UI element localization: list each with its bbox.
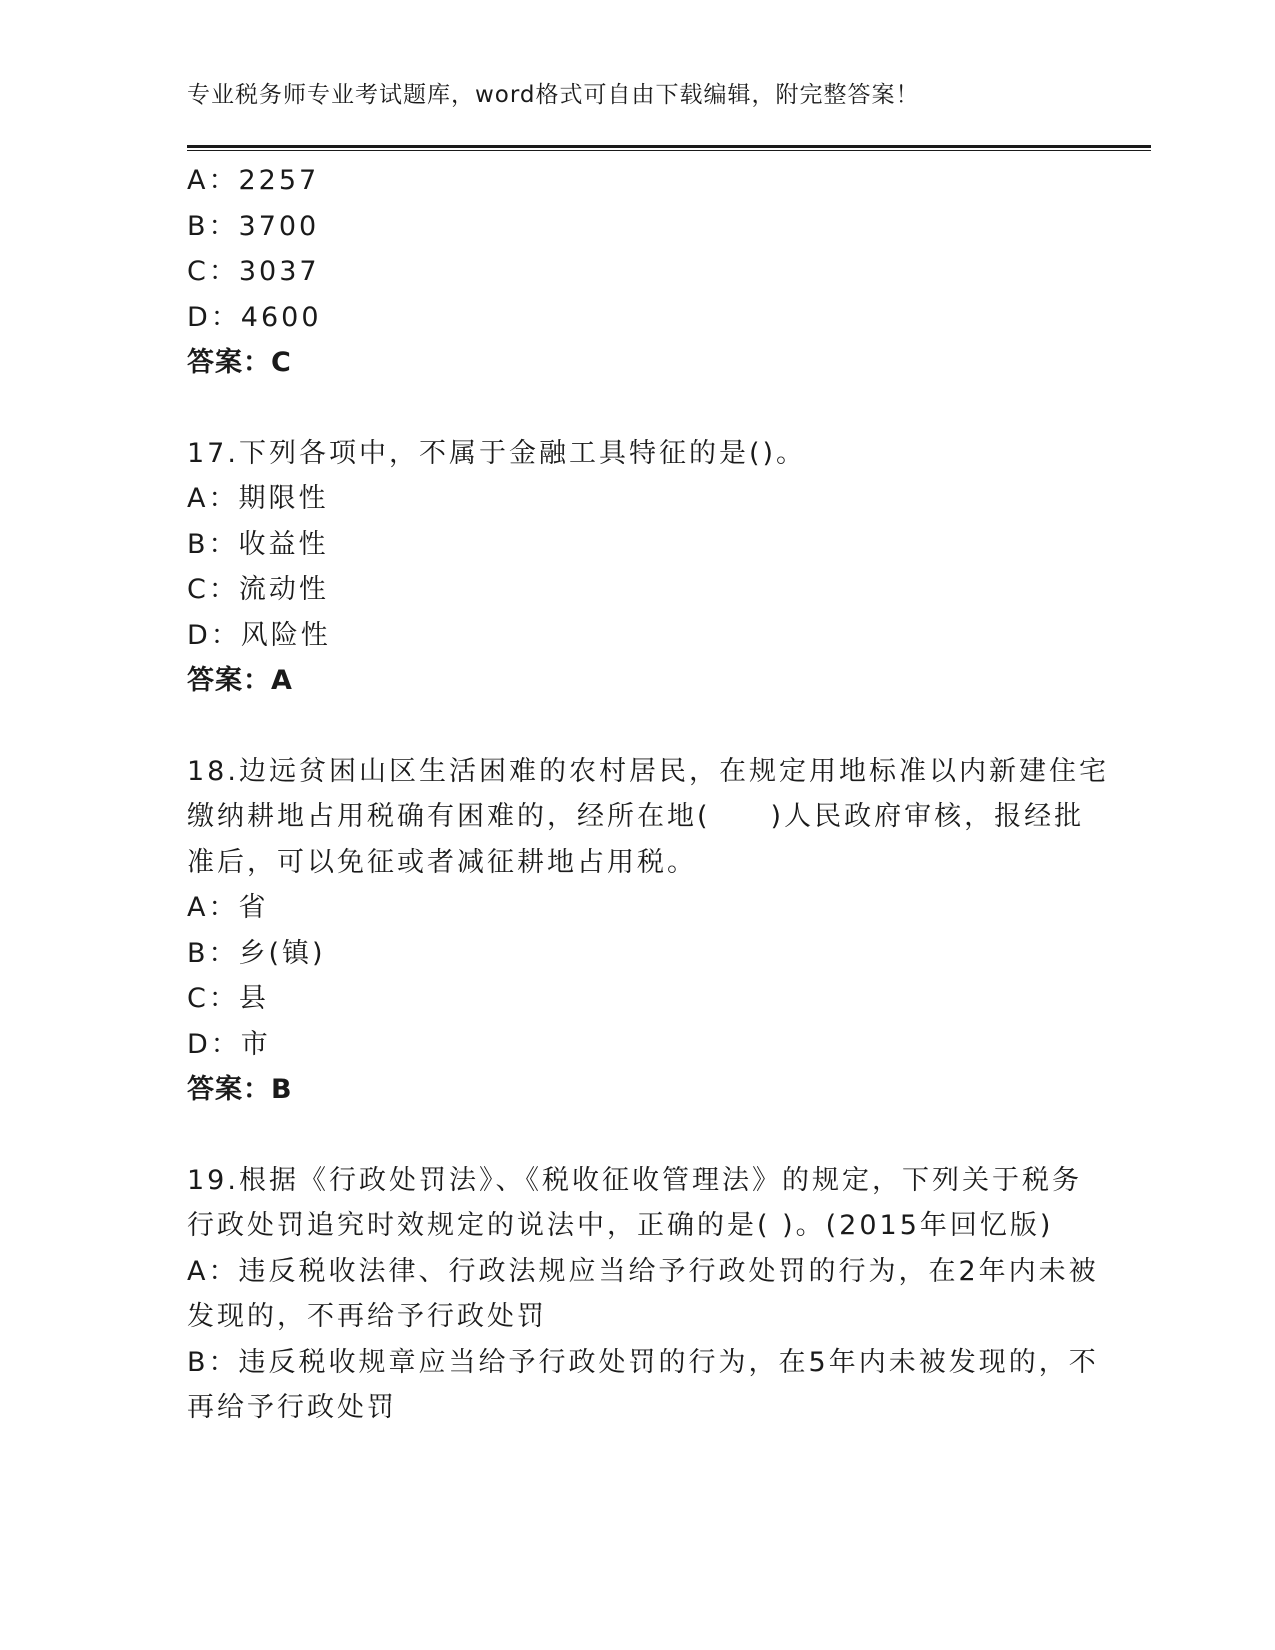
question-stem: 17.下列各项中，不属于金融工具特征的是()。 — [187, 437, 807, 469]
option-b: B：收益性 — [187, 528, 329, 560]
option-d: D：市 — [187, 1028, 271, 1060]
question-stem-line-1: 18.边远贫困山区生活困难的农村居民，在规定用地标准以内新建住宅 — [187, 755, 1109, 787]
page-header: 专业税务师专业考试题库，word格式可自由下载编辑，附完整答案！ — [187, 82, 920, 108]
option-b-line-1: B：违反税收规章应当给予行政处罚的行为，在5年内未被发现的，不 — [187, 1346, 1099, 1378]
answer-line: 答案：C — [187, 347, 292, 378]
option-b: B：3700 — [187, 210, 320, 242]
spacer — [187, 386, 1107, 431]
option-c: C：流动性 — [187, 574, 329, 605]
header-rule-thin — [187, 150, 1151, 151]
option-b: B：乡(镇) — [187, 937, 326, 969]
question-stem-line-2: 行政处罚追究时效规定的说法中，正确的是( )。(2015年回忆版) — [187, 1210, 1054, 1241]
option-b-line-2: 再给予行政处罚 — [187, 1392, 397, 1423]
question-stem-line-1: 19.根据《行政处罚法》、《税收征收管理法》的规定，下列关于税务 — [187, 1164, 1082, 1196]
option-a-line-2: 发现的，不再给予行政处罚 — [187, 1301, 547, 1332]
question-16-continued — [187, 158, 1107, 386]
answer-line: 答案：B — [187, 1074, 293, 1105]
option-d: D：4600 — [187, 301, 322, 333]
spacer — [187, 1113, 1107, 1158]
answer-line: 答案：A — [187, 665, 293, 696]
option-a-line-1: A：违反税收法律、行政法规应当给予行政处罚的行为，在2年内未被 — [187, 1255, 1099, 1287]
document-body — [187, 158, 1107, 1431]
option-c: C：3037 — [187, 256, 320, 287]
question-stem-line-2: 缴纳耕地占用税确有困难的，经所在地( )人民政府审核，报经批 — [187, 801, 1085, 832]
option-a: A：2257 — [187, 165, 320, 196]
option-a: A：期限性 — [187, 483, 329, 514]
spacer — [187, 704, 1107, 749]
option-a: A：省 — [187, 892, 269, 923]
question-stem-line-3: 准后，可以免征或者减征耕地占用税。 — [187, 846, 697, 878]
option-c: C：县 — [187, 983, 269, 1014]
question-19 — [187, 1158, 1107, 1431]
header-rule-thick — [187, 145, 1151, 148]
question-17 — [187, 431, 1107, 704]
option-d: D：风险性 — [187, 619, 331, 651]
question-18 — [187, 749, 1107, 1113]
